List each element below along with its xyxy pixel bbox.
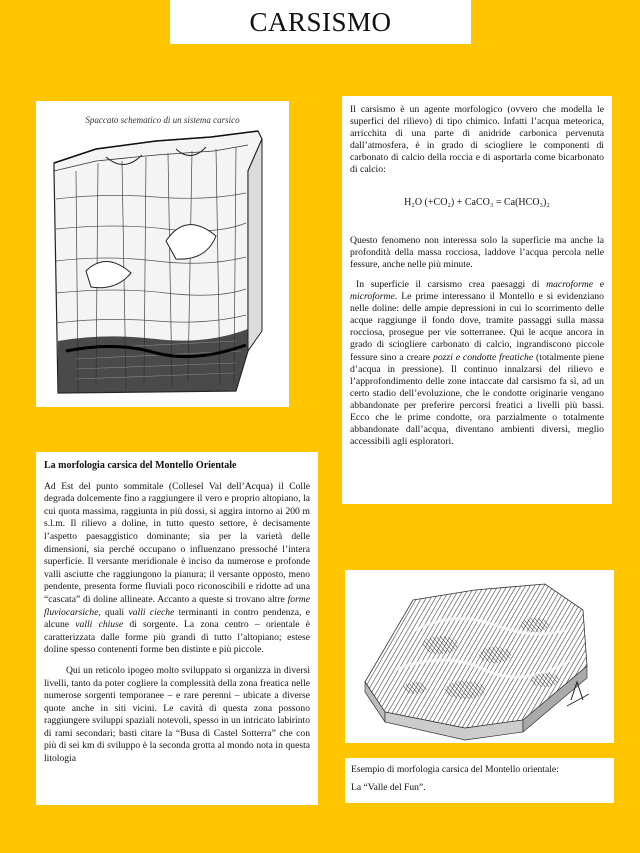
- landscape-text-d: (totalmente piene d’acqua in pressione). Il continuo innalzarsi del rilievo e l’approfondimento delle zone intaccate dal carsismo fa sì, ad un certo stadio dell’evoluzione, che le condotte originarie vengano abbandonate per preferire percorsi freatici a livelli più bassi. Ecco che le prime condotte, ora parzialmente o totalmente abbandonate dall’acqua, diventano ambienti diversi, meglio accessibili agli esploratori.: [350, 351, 604, 448]
- blind-valleys-term: valli cieche: [128, 606, 175, 618]
- phreatic-conduits-term: pozzi e condotte freatiche: [432, 351, 534, 363]
- fluviokarst-term: forme fluviocarsiche: [44, 593, 310, 618]
- terrain-model-illustration: [345, 570, 614, 743]
- morphology-text-a: Ad Est del punto sommitale (Collesel Val dell’Acqua) il Colle degrada dolcemente fino a raggiungere il vero e proprio altopiano, la cui quota massima, raggiunta in più dossi, si aggira intorno ai 200 m s.l.m. Il rilievo a doline, in tutto questo settore, è decisamente l’aspetto paesaggistico dominante; sia per la varietà delle dimensioni, sia perché occupano o influenzano pressoché l’intera superficie. Il versante meridionale è inciso da numerose e profonde valli asciutte che raggiungono la pianura; il versante opposto, meno pendente, presenta forme fluviali poco riconoscibili e ridotte ad una “cascata” di doline allineate. Accanto a queste si trovano altre: [44, 480, 310, 605]
- depth-paragraph: Questo fenomeno non interessa solo la superficie ma anche la profondità della massa rocciosa, laddove l’acqua percola nelle fessure, anche nelle più minute.: [350, 234, 604, 270]
- landscape-text-c: . Le prime interessano il Montello e si evidenziano nelle doline: delle ampie depressioni in cui lo scorrimento delle acque raggiunge il fondo dove, tramite passaggi sulla massa rocciosa, prosegue per vie sotterranee. Qui le acque ancora in grado di sciogliere carbonato di calcio, ingrandiscono piccole fessure sino a creare: [350, 291, 604, 363]
- macroforme-term: macroforme: [546, 278, 594, 290]
- intro-paragraph: Il carsismo è un agente morfologico (ovvero che modella le superfici del rilievo) di tipo chimico. Infatti l’acqua meteorica, arricchita di una parte di anidride carbonica pervenuta dall’atmosfera, è in grado di sciogliere le componenti di carbonato di calcio della roccia e di asportarla come bicarbonato di calcio:: [350, 104, 604, 176]
- morphology-text-d: di sorgente. La zona centro – orientale è caratterizzata dalle forme più grandi di tutto l’altopiano; estese doline spesso contenenti forme ben distinte e più piccole.: [44, 619, 310, 656]
- microforme-term: microforme: [350, 291, 395, 303]
- montello-morphology-panel: [36, 452, 318, 805]
- morphology-text-c: terminanti in contro pendenza, e alcune: [44, 606, 310, 631]
- diagram-caption: Spaccato schematico di un sistema carsico: [85, 115, 240, 125]
- terrain-caption-panel: [345, 758, 614, 803]
- karst-diagram-panel: [36, 101, 289, 407]
- karst-cross-section-illustration: [36, 101, 289, 407]
- landscape-paragraph: [350, 279, 604, 448]
- section-heading: La morfologia carsica del Montello Orientale: [44, 460, 237, 471]
- terrain-model-panel: [345, 570, 614, 743]
- morphology-text-b: , quali: [98, 606, 129, 618]
- terrain-caption-line1: Esempio di morfologia carsica del Montello orientale:: [351, 764, 559, 775]
- chemical-formula: H₂O (+CO₂) + CaCO₃ = Ca(HCO₃)₂: [404, 196, 550, 208]
- title-box: [170, 0, 471, 44]
- cave-network-paragraph: Qui un reticolo ipogeo molto sviluppato si organizza in diversi livelli, tanto da poter cogliere la complessità della zona freatica nelle numerose sorgenti temporanee – e rare perenni – ubicate a diverse quote anche in siti vicini. Le cavità di questa zona possono raggiungere sviluppi spaziali notevoli, spesso in un intricato labirinto di rami secondari; basti citare la “Busa di Castel Sotterra” che con più di sei km di sviluppo è la seconda grotta al mondo nota in questa litologia: [44, 664, 310, 765]
- landscape-text-b: e: [593, 278, 604, 290]
- page-title: CARSISMO: [249, 6, 392, 37]
- morphology-paragraph: [44, 481, 310, 657]
- karst-explanation-panel: [342, 96, 612, 504]
- terrain-caption-line2: La “Valle del Fun”.: [351, 781, 426, 793]
- landscape-text-a: In superficie il carsismo crea paesaggi di: [356, 278, 547, 290]
- closed-valleys-term: valli chiuse: [75, 619, 124, 631]
